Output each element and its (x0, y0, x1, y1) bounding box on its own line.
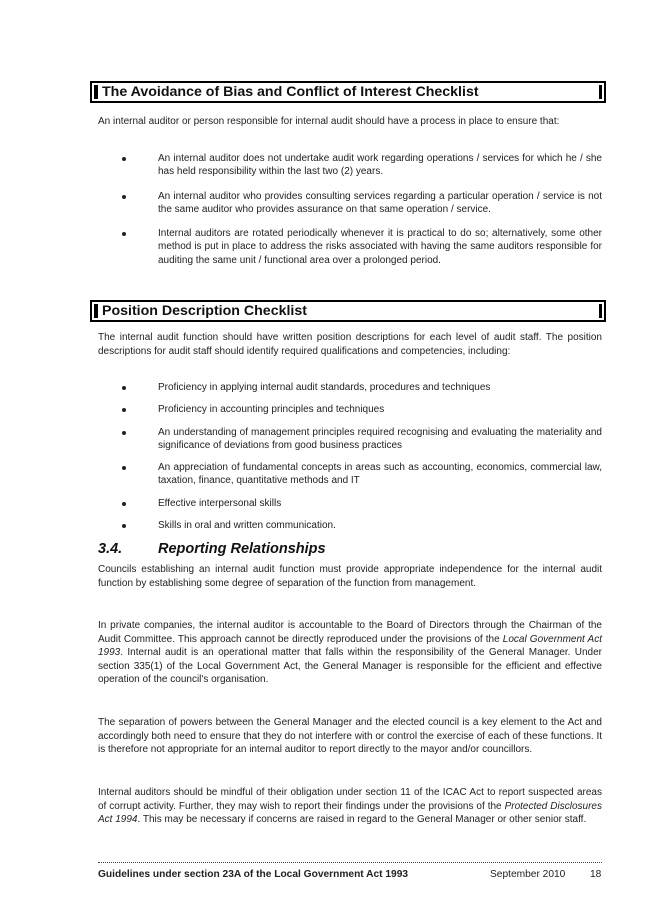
list-item: Proficiency in applying internal audit standards, procedures and techniques (98, 381, 602, 394)
footer-date: September 2010 (490, 869, 566, 880)
reporting-paragraph-4: Internal auditors should be mindful of their obligation under section 11 of the ICAC Act to report suspected areas of corrupt activity. Further, they may wish to report their findings under the provisions of the Protected Disclosures Act 1994. This may be necessary if concerns are raised in regard to the General Manager or other senior staff. (98, 787, 602, 826)
bullet-icon (122, 408, 126, 412)
bullet-icon (122, 466, 126, 470)
position-intro-paragraph: The internal audit function should have written position descriptions for each level of audit staff. The position descriptions for audit staff should identify required qualifications and competencies, including: (98, 332, 602, 357)
section-heading-box-bias (90, 81, 606, 103)
bullet-icon (122, 431, 126, 435)
footer-document-title: Guidelines under section 23A of the Local Government Act 1993 (98, 869, 409, 880)
bullet-icon (122, 195, 126, 199)
list-item: Skills in oral and written communication. (98, 519, 602, 532)
bias-bullet-list (98, 152, 602, 267)
list-item: An appreciation of fundamental concepts in areas such as accounting, economics, commercial law, taxation, finance, quantitative methods and IT (98, 461, 602, 488)
reporting-paragraph-3: The separation of powers between the General Manager and the elected council is a key element to the Act and accordingly both need to ensure that they do not interfere with or control the exercise of each of these functions. It is therefore not appropriate for an internal auditor to report directly to the mayor and/or councillors. (98, 717, 602, 756)
heading-right-bar (599, 304, 602, 318)
bullet-icon (122, 524, 126, 528)
list-item: An internal auditor does not undertake audit work regarding operations / services for which he / she has held responsibility within the last two (2) years. (98, 152, 602, 179)
list-item: An internal auditor who provides consulting services regarding a particular operation / service is not the same auditor who provides assurance on that same operation / service. (98, 190, 602, 217)
list-item: Internal auditors are rotated periodically whenever it is practical to do so; alternatively, some other method is put in place to address the risks associated with having the same auditors responsible for auditing the same unit / functional area over a prolonged period. (98, 227, 602, 267)
section-number: 3.4. (98, 541, 123, 557)
section-title-reporting: Reporting Relationships (158, 541, 326, 557)
act-title-lga: Local Government Act 1993 (98, 633, 602, 659)
position-bullet-list (98, 381, 602, 532)
list-item: Effective interpersonal skills (98, 497, 602, 510)
list-item: An understanding of management principles required recognising and evaluating the materiality and significance of deviations from good business practices (98, 426, 602, 453)
bullet-icon (122, 502, 126, 506)
reporting-paragraph-1: Councils establishing an internal audit function must provide appropriate independence for the internal audit function by establishing some degree of separation of the function from management. (98, 564, 602, 589)
bullet-icon (122, 386, 126, 390)
list-item: Proficiency in accounting principles and techniques (98, 403, 602, 416)
heading-right-bar (599, 85, 602, 99)
section-title-bias: The Avoidance of Bias and Conflict of Interest Checklist (102, 84, 479, 100)
act-title-pda: Protected Disclosures Act 1994 (98, 800, 602, 826)
bullet-icon (122, 232, 126, 236)
reporting-paragraph-2: In private companies, the internal auditor is accountable to the Board of Directors through the Chairman of the Audit Committee. This approach cannot be directly reproduced under the provisions of the Local Government Act 1993. Internal audit is an operational matter that falls within the responsibility of the General Manager. Under section 335(1) of the Local Government Act, the General Manager is responsible for the efficient and effective operation of the council's organisation. (98, 620, 602, 686)
page-number: 18 (590, 869, 602, 880)
bias-intro-paragraph: An internal auditor or person responsible for internal audit should have a process in place to ensure that: (98, 116, 560, 127)
section-heading-reporting (98, 541, 326, 557)
bullet-icon (122, 157, 126, 161)
section-title-position: Position Description Checklist (102, 303, 307, 319)
heading-left-bar (94, 304, 98, 318)
section-heading-box-position (90, 300, 606, 322)
heading-left-bar (94, 85, 98, 99)
footer-divider (98, 862, 602, 863)
